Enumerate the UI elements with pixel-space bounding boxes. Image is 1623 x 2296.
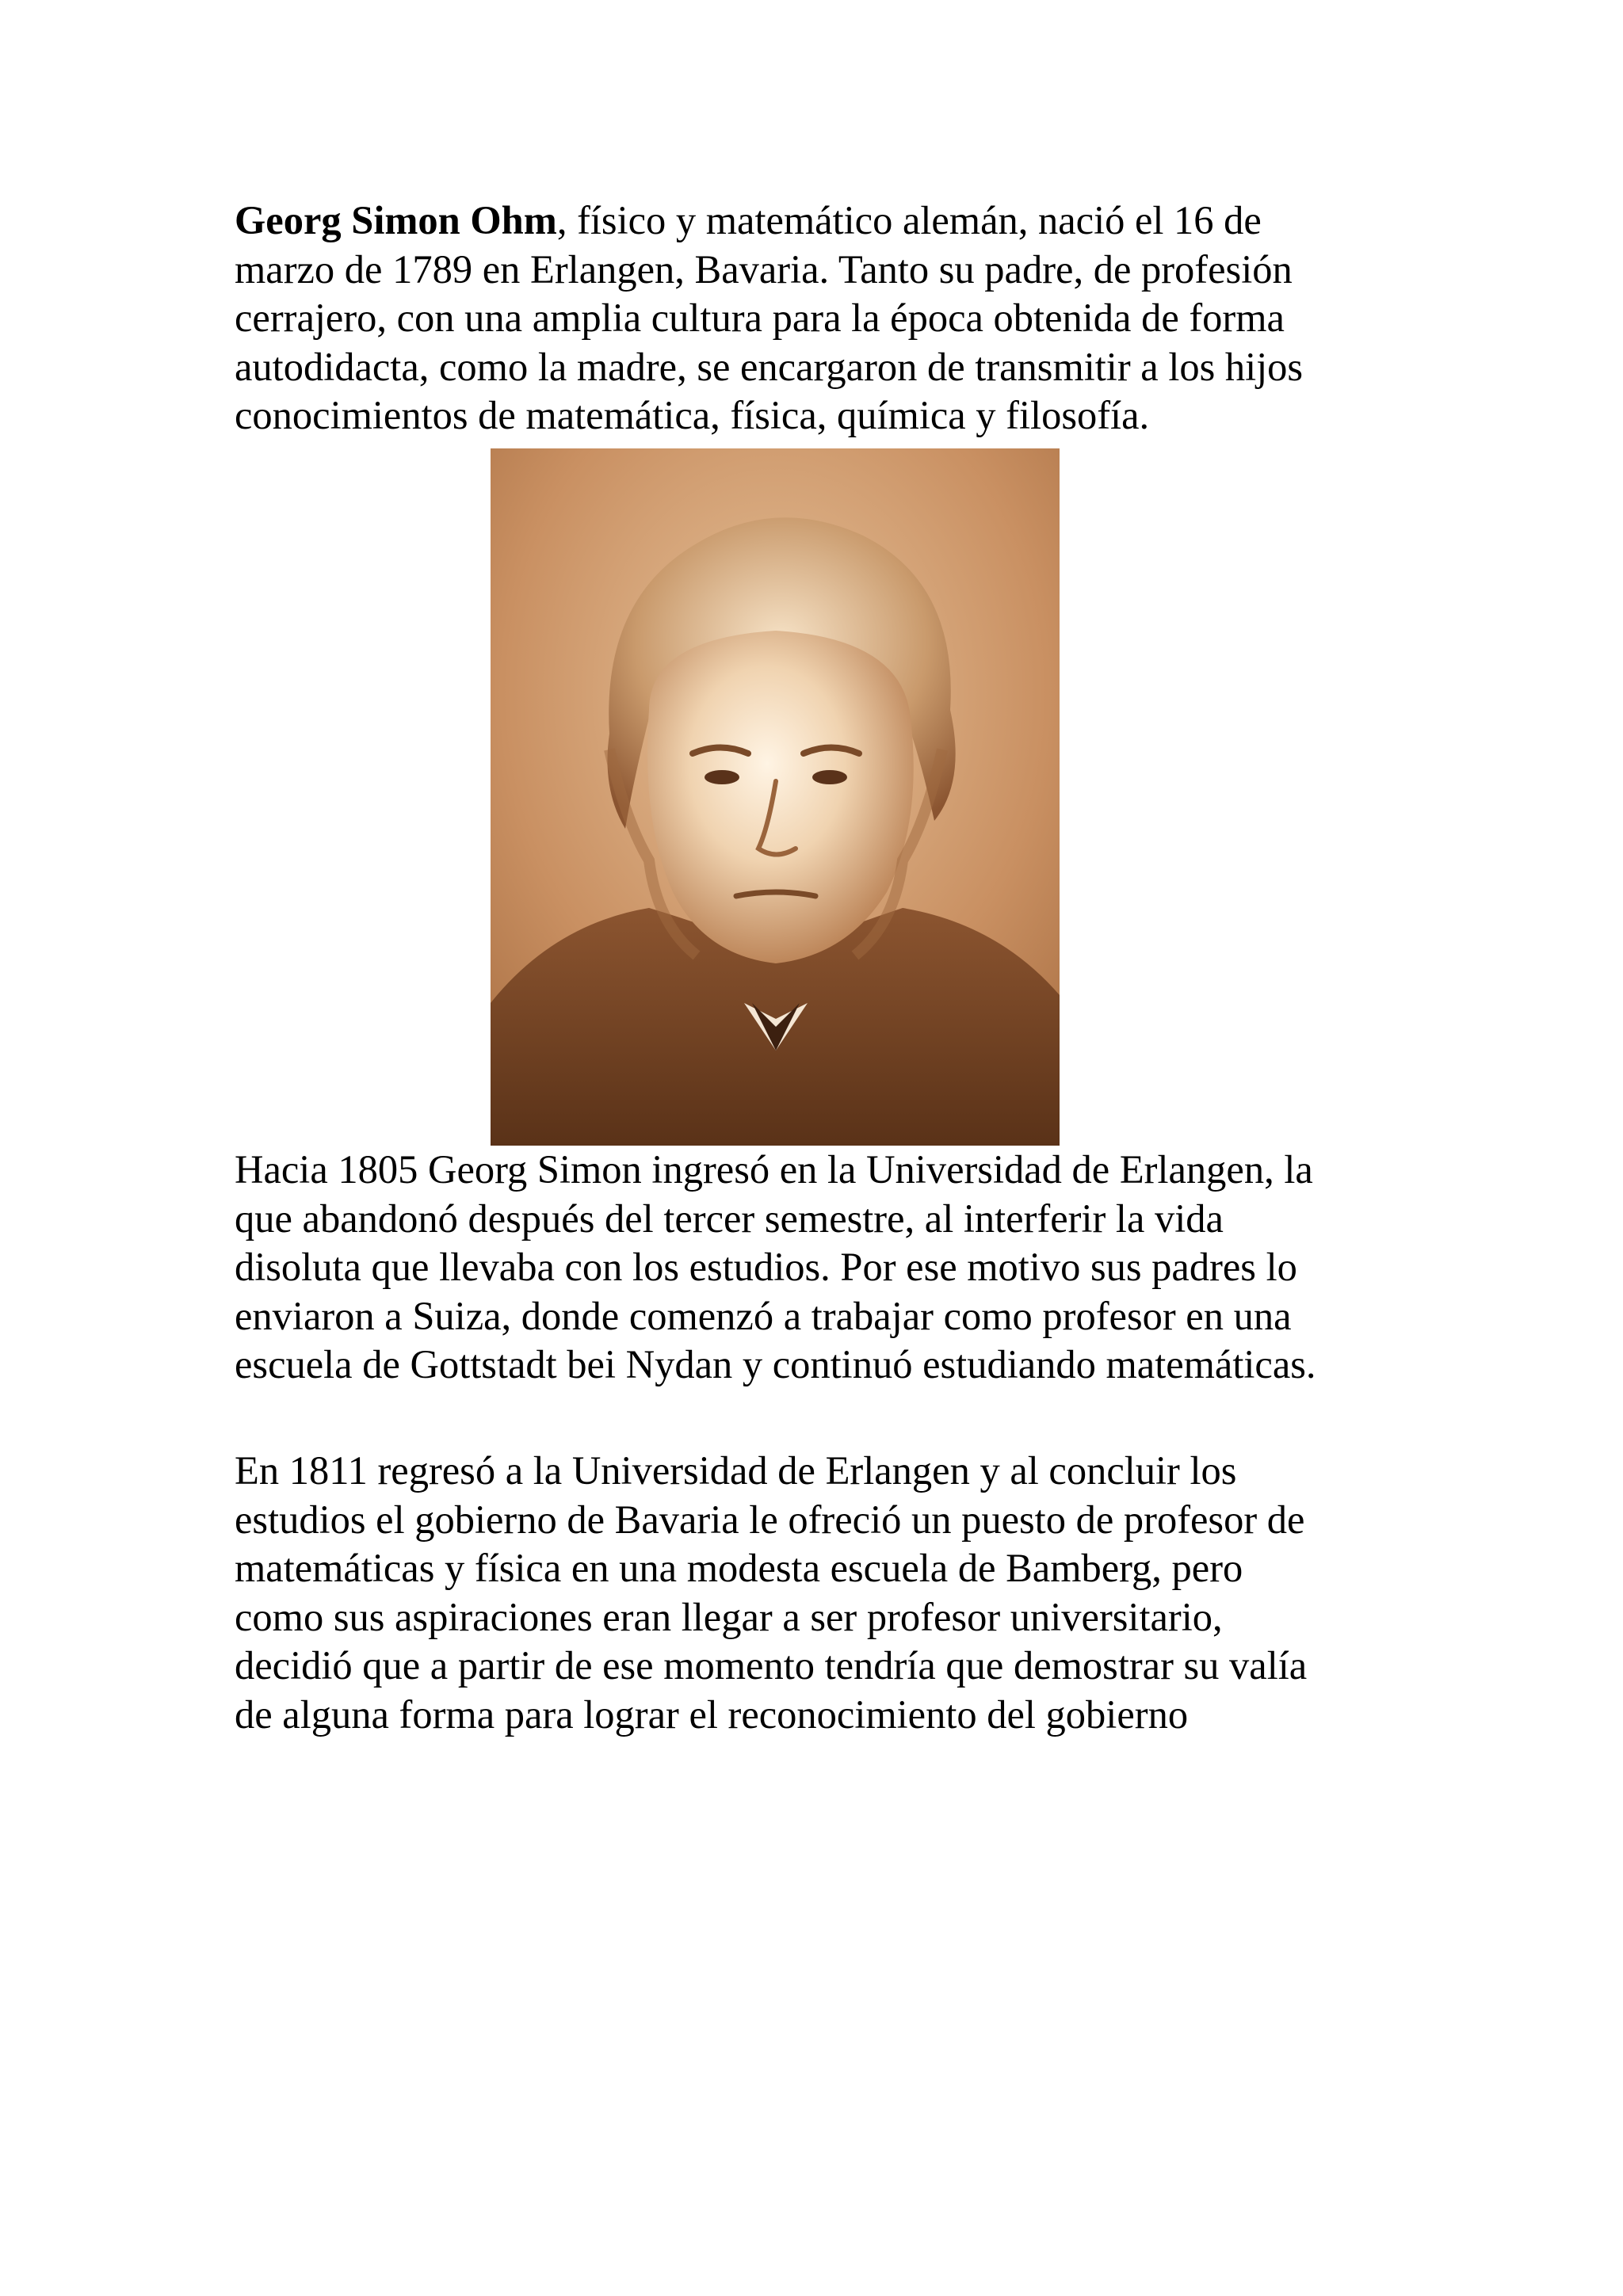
paragraph-line: Hacia 1805 Georg Simon ingresó en la Universidad de Erlangen, la — [235, 1147, 1313, 1192]
paragraph-line: escuela de Gottstadt bei Nydan y continuó estudiando matemáticas. — [235, 1342, 1316, 1386]
paragraph-line: decidió que a partir de ese momento tendría que demostrar su valía — [235, 1643, 1308, 1688]
intro-line: autodidacta, como la madre, se encargaron de transmitir a los hijos — [235, 344, 1304, 389]
portrait-right-eye — [812, 770, 847, 784]
intro-line: marzo de 1789 en Erlangen, Bavaria. Tanto su padre, de profesión — [235, 246, 1293, 292]
paragraph-line: que abandonó después del tercer semestre, al interferir la vida — [235, 1196, 1224, 1241]
intro-line: cerrajero, con una amplia cultura para la época obtenida de forma — [235, 296, 1285, 340]
paragraph-line: estudios el gobierno de Bavaria le ofreció un puesto de profesor de — [235, 1497, 1305, 1542]
portrait-image — [491, 448, 1060, 1146]
intro-paragraph — [235, 196, 1407, 441]
paragraph-line: disoluta que llevaba con los estudios. Por ese motivo sus padres lo — [235, 1245, 1297, 1289]
paragraph-line: En 1811 regresó a la Universidad de Erlangen y al concluir los — [235, 1448, 1237, 1493]
intro-line: conocimientos de matemática, física, química y filosofía. — [235, 393, 1150, 437]
paragraph-line: matemáticas y física en una modesta escuela de Bamberg, pero — [235, 1546, 1243, 1590]
portrait-illustration — [491, 448, 1060, 1146]
intro-line-1 — [235, 196, 1407, 246]
paragraph-university — [235, 1146, 1407, 1390]
subject-name: Georg Simon Ohm — [235, 198, 557, 242]
paragraph-line: como sus aspiraciones eran llegar a ser profesor universitario, — [235, 1594, 1223, 1639]
portrait-left-eye — [705, 770, 739, 784]
paragraph-return — [235, 1447, 1407, 1739]
paragraph-line: de alguna forma para lograr el reconocimiento del gobierno — [235, 1691, 1189, 1737]
paragraph-line: enviaron a Suiza, donde comenzó a trabajar como profesor en una — [235, 1293, 1292, 1338]
intro-line-1-rest: , físico y matemático alemán, nació el 16 de — [556, 198, 1262, 242]
